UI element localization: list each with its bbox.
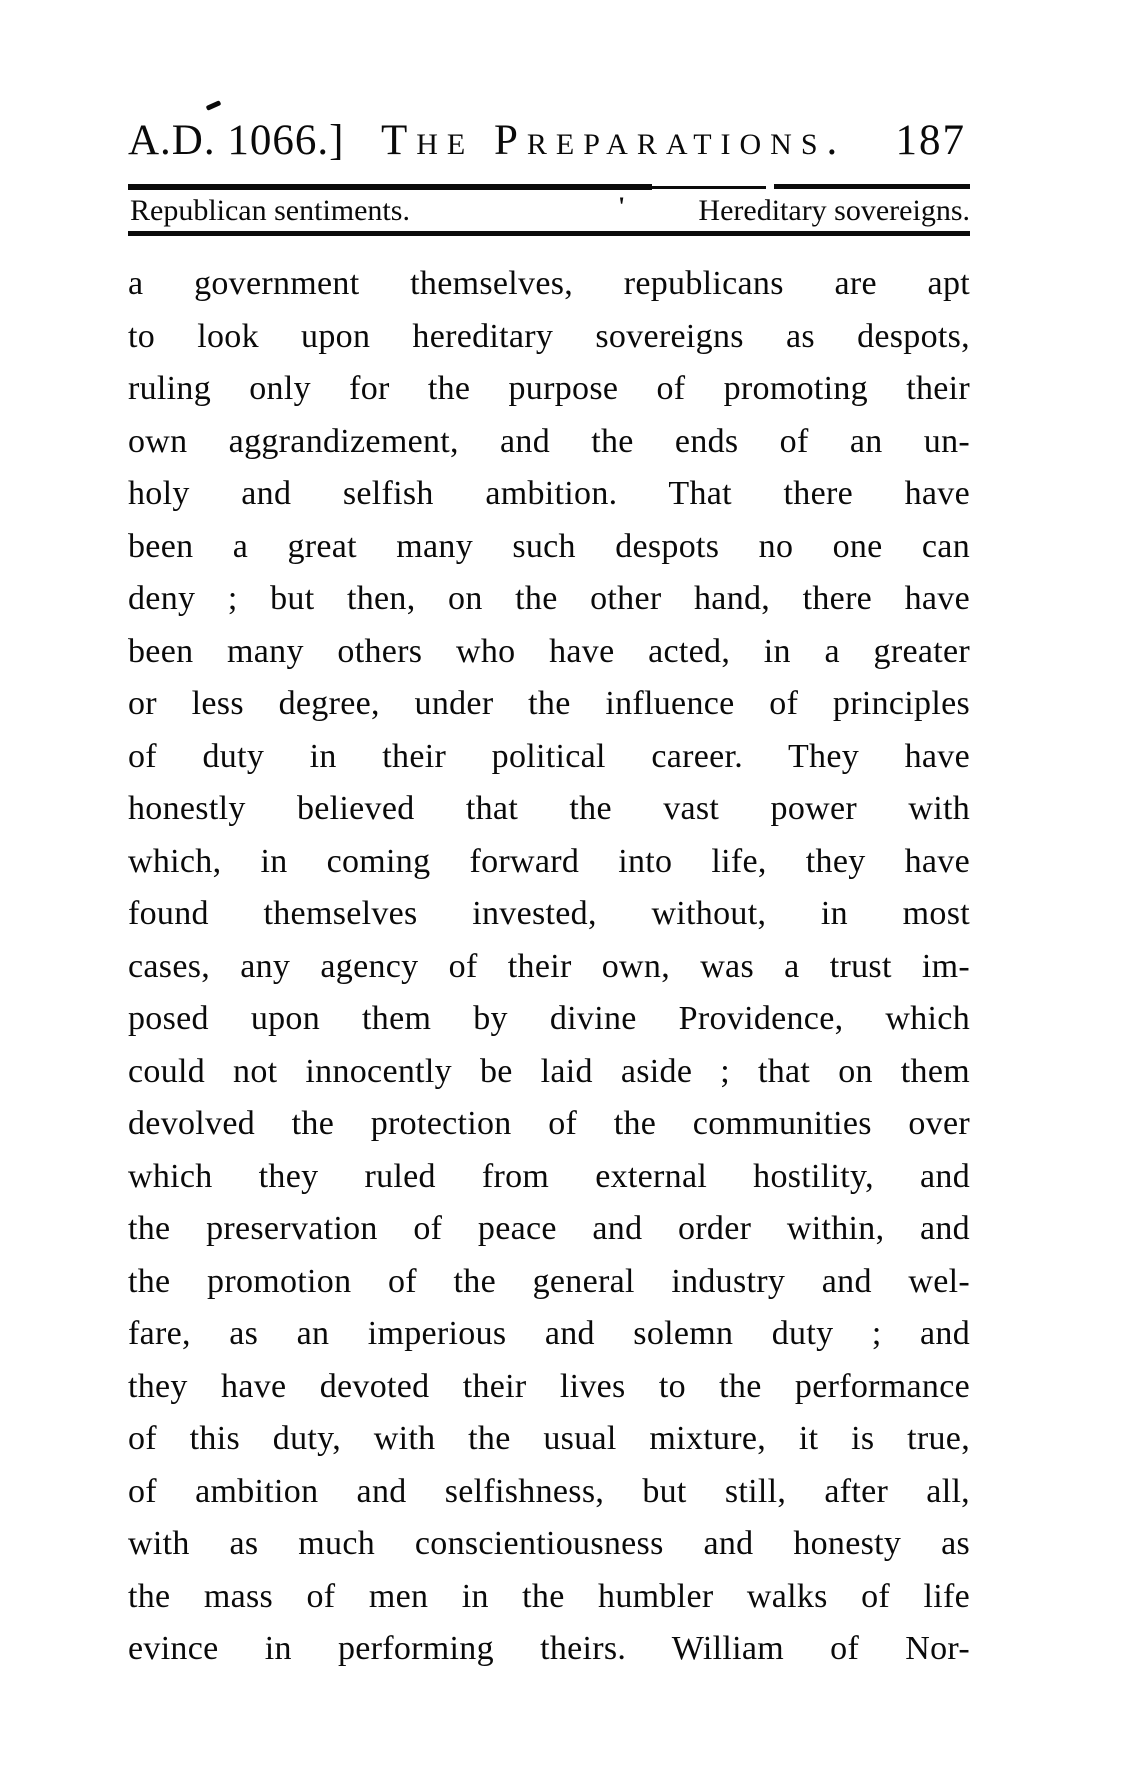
header-rule-right-segment <box>774 184 970 189</box>
text-line: of duty in their political career. They have <box>128 737 970 775</box>
text-line: the promotion of the general industry and wel- <box>128 1262 970 1300</box>
separator-tick-mark: ' <box>618 192 626 221</box>
text-line: of ambition and selfishness, but still, after all, <box>128 1472 970 1510</box>
text-line: to look upon hereditary sovereigns as despots, <box>128 317 970 355</box>
text-line: a government themselves, republicans are apt <box>128 265 970 302</box>
text-line: found themselves invested, without, in most <box>128 895 970 932</box>
text-line: own aggrandizement, and the ends of an un- <box>128 422 970 460</box>
text-line: posed upon them by divine Providence, which <box>128 1000 970 1037</box>
text-line: which, in coming forward into life, they have <box>128 842 970 880</box>
text-line: fare, as an imperious and solemn duty ; and <box>128 1315 970 1352</box>
text-line: the mass of men in the humbler walks of life <box>128 1577 970 1615</box>
header-rule-left-segment <box>128 184 652 190</box>
text-line: been a great many such despots no one can <box>128 527 970 565</box>
body-text <box>128 258 970 1676</box>
text-line: honestly believed that the vast power with <box>128 790 970 827</box>
text-line: they have devoted their lives to the performance <box>128 1367 970 1405</box>
text-line: deny ; but then, on the other hand, there have <box>128 580 970 617</box>
text-line: devolved the protection of the communities over <box>128 1105 970 1142</box>
header-chapter-title: The Preparations. <box>381 117 847 164</box>
header-date-bracket: A.D. 1066.] <box>128 117 345 164</box>
text-line: cases, any agency of their own, was a trust im- <box>128 947 970 985</box>
text-line: of this duty, with the usual mixture, it is true, <box>128 1420 970 1457</box>
header-rule-thin-segment <box>650 186 766 189</box>
running-head-left: Republican sentiments. <box>130 194 410 227</box>
text-line: with as much conscientiousness and honesty as <box>128 1525 970 1562</box>
page-number: 187 <box>895 117 966 164</box>
running-heads <box>128 194 970 228</box>
text-line: the preservation of peace and order within, and <box>128 1210 970 1247</box>
text-line: evince in performing theirs. William of Nor- <box>128 1630 970 1667</box>
text-line: could not innocently be laid aside ; that on them <box>128 1052 970 1090</box>
page-header <box>128 118 970 166</box>
text-line: ruling only for the purpose of promoting their <box>128 370 970 407</box>
running-head-right: Hereditary sovereigns. <box>698 194 970 227</box>
running-head-rule <box>128 231 970 236</box>
text-line: holy and selfish ambition. That there have <box>128 475 970 512</box>
text-line: which they ruled from external hostility, and <box>128 1157 970 1195</box>
text-line: or less degree, under the influence of principles <box>128 685 970 722</box>
ink-speck-icon <box>206 100 222 111</box>
text-line: been many others who have acted, in a greater <box>128 632 970 670</box>
